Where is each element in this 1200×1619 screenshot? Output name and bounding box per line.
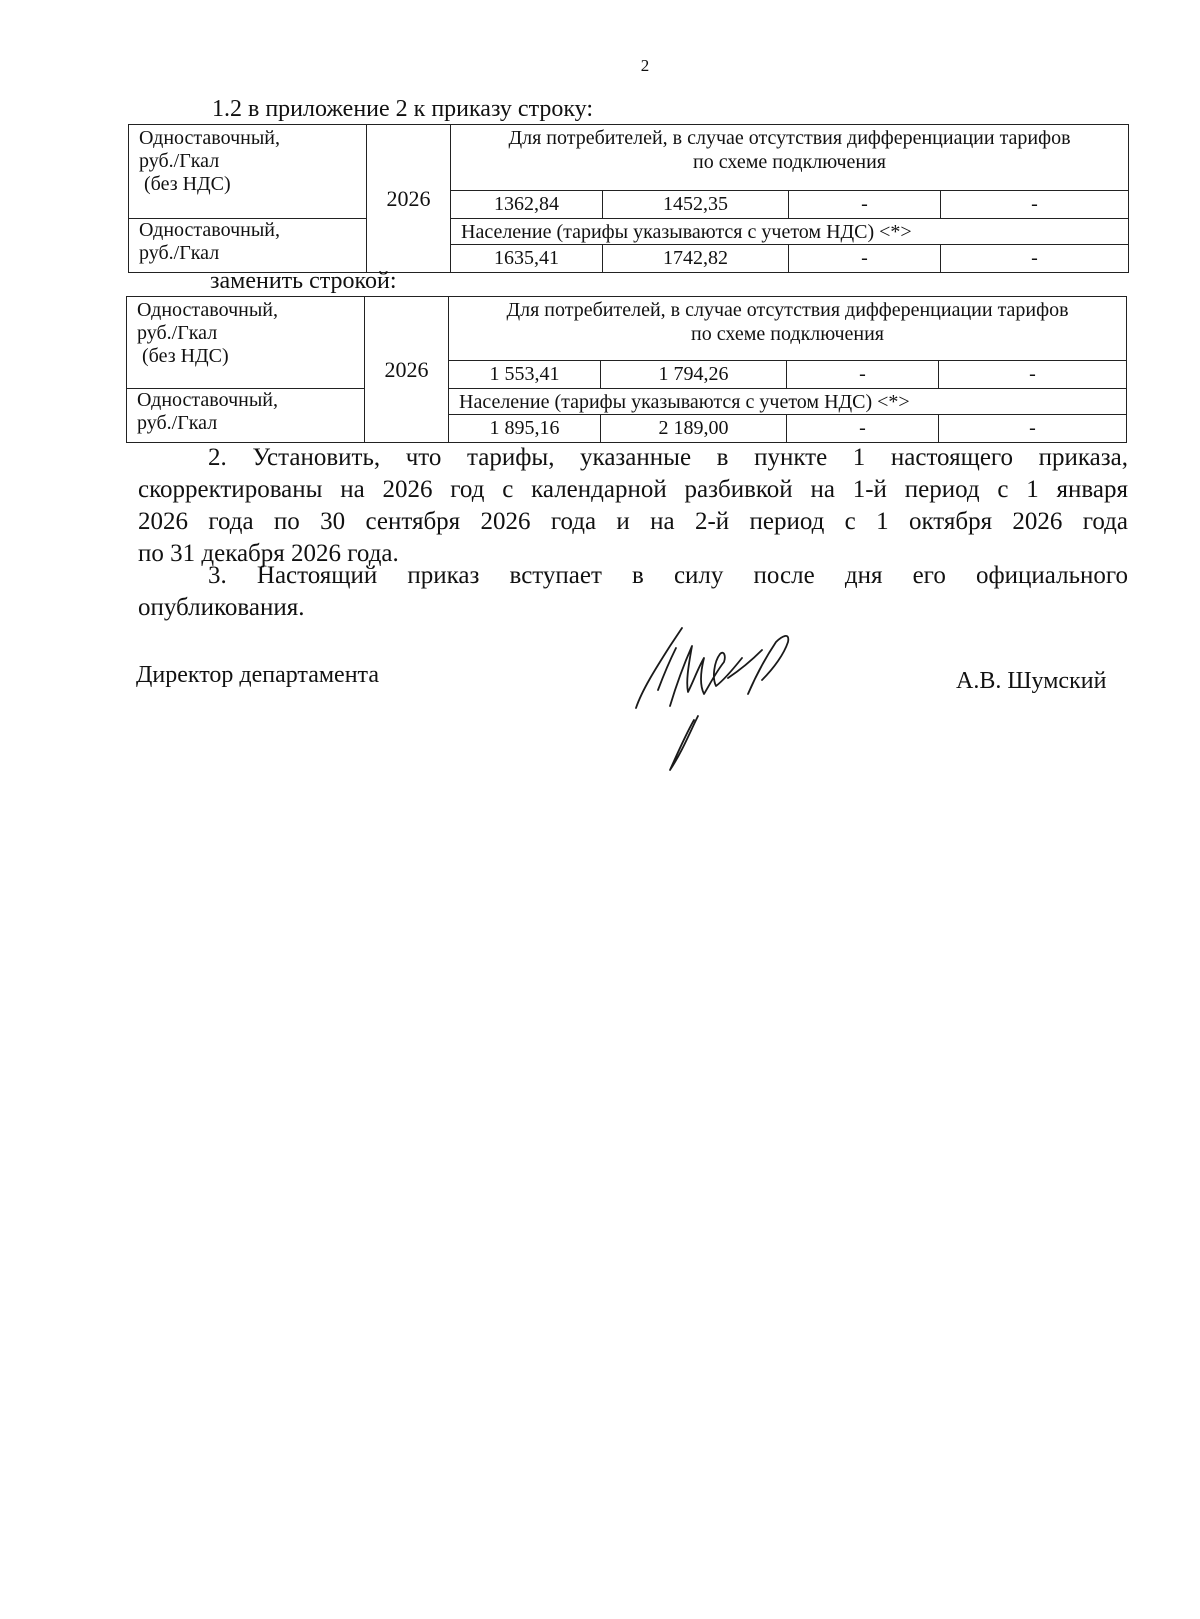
paragraph-3 — [138, 560, 1128, 624]
tariff-value: 2 189,00 — [601, 415, 787, 443]
paragraph-2 — [138, 442, 1128, 570]
rate-label-no-vat — [127, 297, 365, 389]
header-line: по схеме подключения — [691, 323, 884, 345]
tariff-value: - — [941, 245, 1129, 273]
rate-label-population — [127, 389, 365, 443]
rate-label-population — [129, 219, 367, 273]
tariff-value: 1452,35 — [603, 191, 789, 219]
consumer-header — [451, 125, 1129, 191]
tariff-value: - — [789, 191, 941, 219]
header-line: по схеме подключения — [693, 151, 886, 173]
replacement-tariff-table — [126, 296, 1127, 443]
paragraph-line: по 31 декабря 2026 года. — [138, 540, 399, 567]
tariff-value: 1742,82 — [603, 245, 789, 273]
header-line: Для потребителей, в случае отсутствия дифференциации тарифов — [506, 299, 1069, 321]
label-line: (без НДС) — [137, 345, 229, 367]
label-line: руб./Гкал — [139, 242, 220, 264]
tariff-value: 1 895,16 — [449, 415, 601, 443]
label-line: Одноставочный, — [137, 299, 278, 321]
paragraph-line: скорректированы на 2026 год с календарной разбивкой на 1-й период с 1 января — [138, 476, 1128, 503]
header-line: Для потребителей, в случае отсутствия дифференциации тарифов — [508, 127, 1071, 149]
tariff-value: 1 794,26 — [601, 361, 787, 389]
label-line: Одноставочный, — [137, 389, 278, 411]
paragraph-line: 2026 года по 30 сентября 2026 года и на 2-й период с 1 октября 2026 года — [138, 508, 1128, 535]
tariff-value: - — [939, 361, 1127, 389]
tariff-value: - — [789, 245, 941, 273]
director-title: Директор департамента — [136, 662, 379, 688]
tariff-value: - — [939, 415, 1127, 443]
replace-intro: заменить строкой: — [210, 268, 397, 294]
paragraph-line: опубликования. — [138, 594, 305, 621]
original-tariff-table — [128, 124, 1129, 273]
tariff-value: - — [941, 191, 1129, 219]
label-line: руб./Гкал — [139, 150, 220, 172]
paragraph-line: 3. Настоящий приказ вступает в силу после дня его официального — [208, 562, 1128, 589]
label-line: Одноставочный, — [139, 219, 280, 241]
table-row — [129, 219, 1129, 245]
handwritten-signature — [630, 620, 830, 780]
label-line: (без НДС) — [139, 173, 231, 195]
population-header: Население (тарифы указываются с учетом НДС) <*> — [451, 219, 1129, 245]
tariff-value: 1635,41 — [451, 245, 603, 273]
tariff-value: - — [787, 415, 939, 443]
paragraph-line: 2. Установить, что тарифы, указанные в пункте 1 настоящего приказа, — [208, 444, 1128, 471]
label-line: Одноставочный, — [139, 127, 280, 149]
page-number: 2 — [640, 56, 650, 75]
year-cell: 2026 — [365, 297, 449, 443]
label-line: руб./Гкал — [137, 412, 218, 434]
table-row — [127, 389, 1127, 415]
signer-name: А.В. Шумский — [956, 668, 1107, 694]
rate-label-no-vat — [129, 125, 367, 219]
tariff-value: - — [787, 361, 939, 389]
table-row — [129, 125, 1129, 191]
tariff-value: 1 553,41 — [449, 361, 601, 389]
tariff-value: 1362,84 — [451, 191, 603, 219]
population-header: Население (тарифы указываются с учетом НДС) <*> — [449, 389, 1127, 415]
label-line: руб./Гкал — [137, 322, 218, 344]
section-intro: 1.2 в приложение 2 к приказу строку: — [212, 96, 594, 122]
table-row — [127, 297, 1127, 361]
year-cell: 2026 — [367, 125, 451, 273]
consumer-header — [449, 297, 1127, 361]
